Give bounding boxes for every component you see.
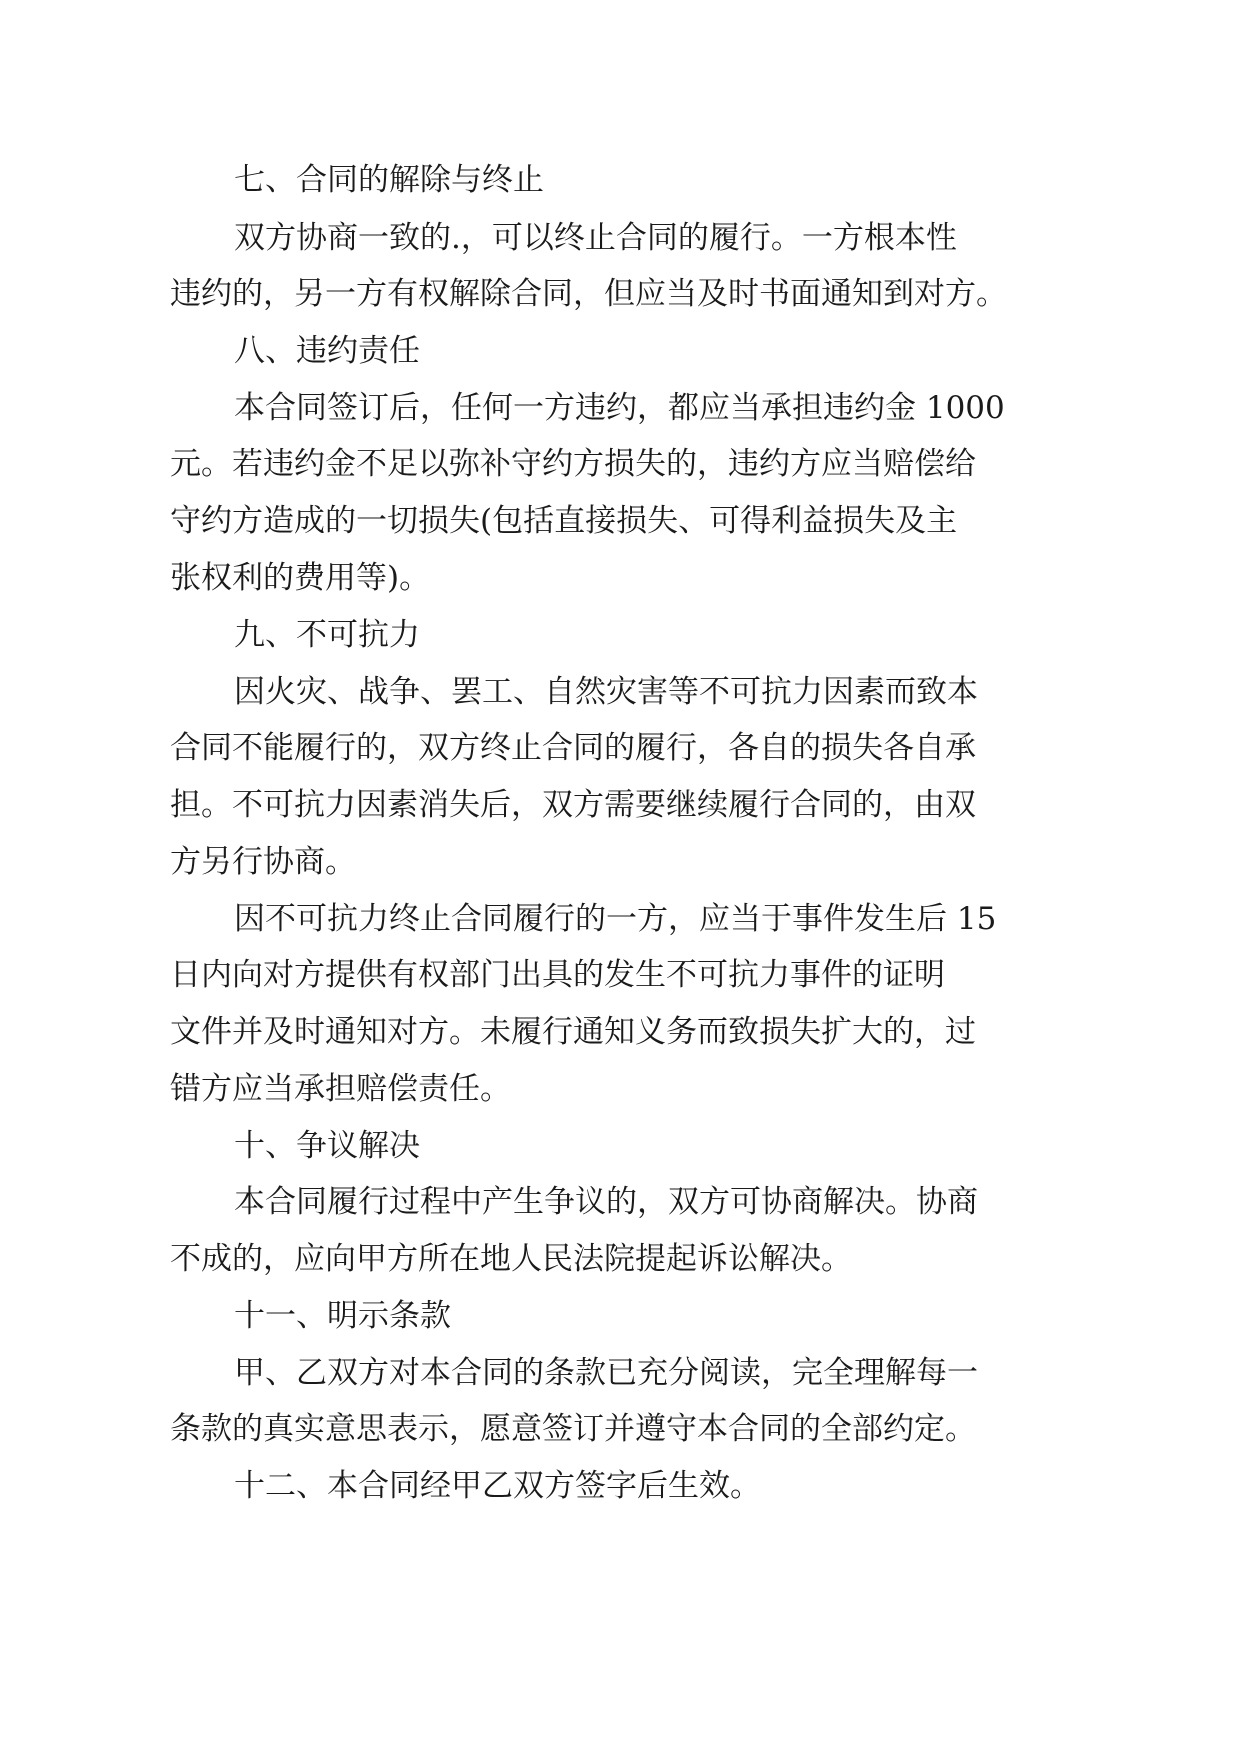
paragraph-line: 因火灾、战争、罢工、自然灾害等不可抗力因素而致本 <box>234 674 978 710</box>
paragraph-line: 日内向对方提供有权部门出具的发生不可抗力事件的证明 <box>170 957 945 993</box>
paragraph-line: 甲、乙双方对本合同的条款已充分阅读，完全理解每一 <box>234 1355 978 1391</box>
paragraph-line: 条款的真实意思表示，愿意签订并遵守本合同的全部约定。 <box>170 1411 976 1447</box>
paragraph-line: 担。不可抗力因素消失后，双方需要继续履行合同的，由双 <box>170 787 976 823</box>
paragraph-line: 张权利的费用等)。 <box>170 560 431 596</box>
section-heading-dispute: 十、争议解决 <box>234 1128 420 1164</box>
paragraph-line: 不成的，应向甲方所在地人民法院提起诉讼解决。 <box>170 1241 852 1277</box>
paragraph-line: 元。若违约金不足以弥补守约方损失的，违约方应当赔偿给 <box>170 446 976 482</box>
paragraph-line: 双方协商一致的.，可以终止合同的履行。一方根本性 <box>234 220 957 256</box>
section-heading-liability: 八、违约责任 <box>234 333 420 369</box>
paragraph-line: 因不可抗力终止合同履行的一方，应当于事件发生后 15 <box>234 901 997 937</box>
paragraph-line: 本合同履行过程中产生争议的，双方可协商解决。协商 <box>234 1184 978 1220</box>
paragraph-line: 合同不能履行的，双方终止合同的履行，各自的损失各自承 <box>170 730 976 766</box>
paragraph-line: 违约的，另一方有权解除合同，但应当及时书面通知到对方。 <box>170 276 1007 312</box>
paragraph-line: 本合同签订后，任何一方违约，都应当承担违约金 1000 <box>234 390 1005 426</box>
paragraph-line: 错方应当承担赔偿责任。 <box>170 1071 511 1107</box>
paragraph-line: 文件并及时通知对方。未履行通知义务而致损失扩大的，过 <box>170 1014 976 1050</box>
section-heading-termination: 七、合同的解除与终止 <box>234 162 544 198</box>
paragraph-line: 守约方造成的一切损失(包括直接损失、可得利益损失及主 <box>170 503 958 539</box>
section-heading-effectiveness: 十二、本合同经甲乙双方签字后生效。 <box>234 1468 761 1504</box>
section-heading-force-majeure: 九、不可抗力 <box>234 617 420 653</box>
paragraph-line: 方另行协商。 <box>170 844 356 880</box>
section-heading-express-terms: 十一、明示条款 <box>234 1298 451 1334</box>
